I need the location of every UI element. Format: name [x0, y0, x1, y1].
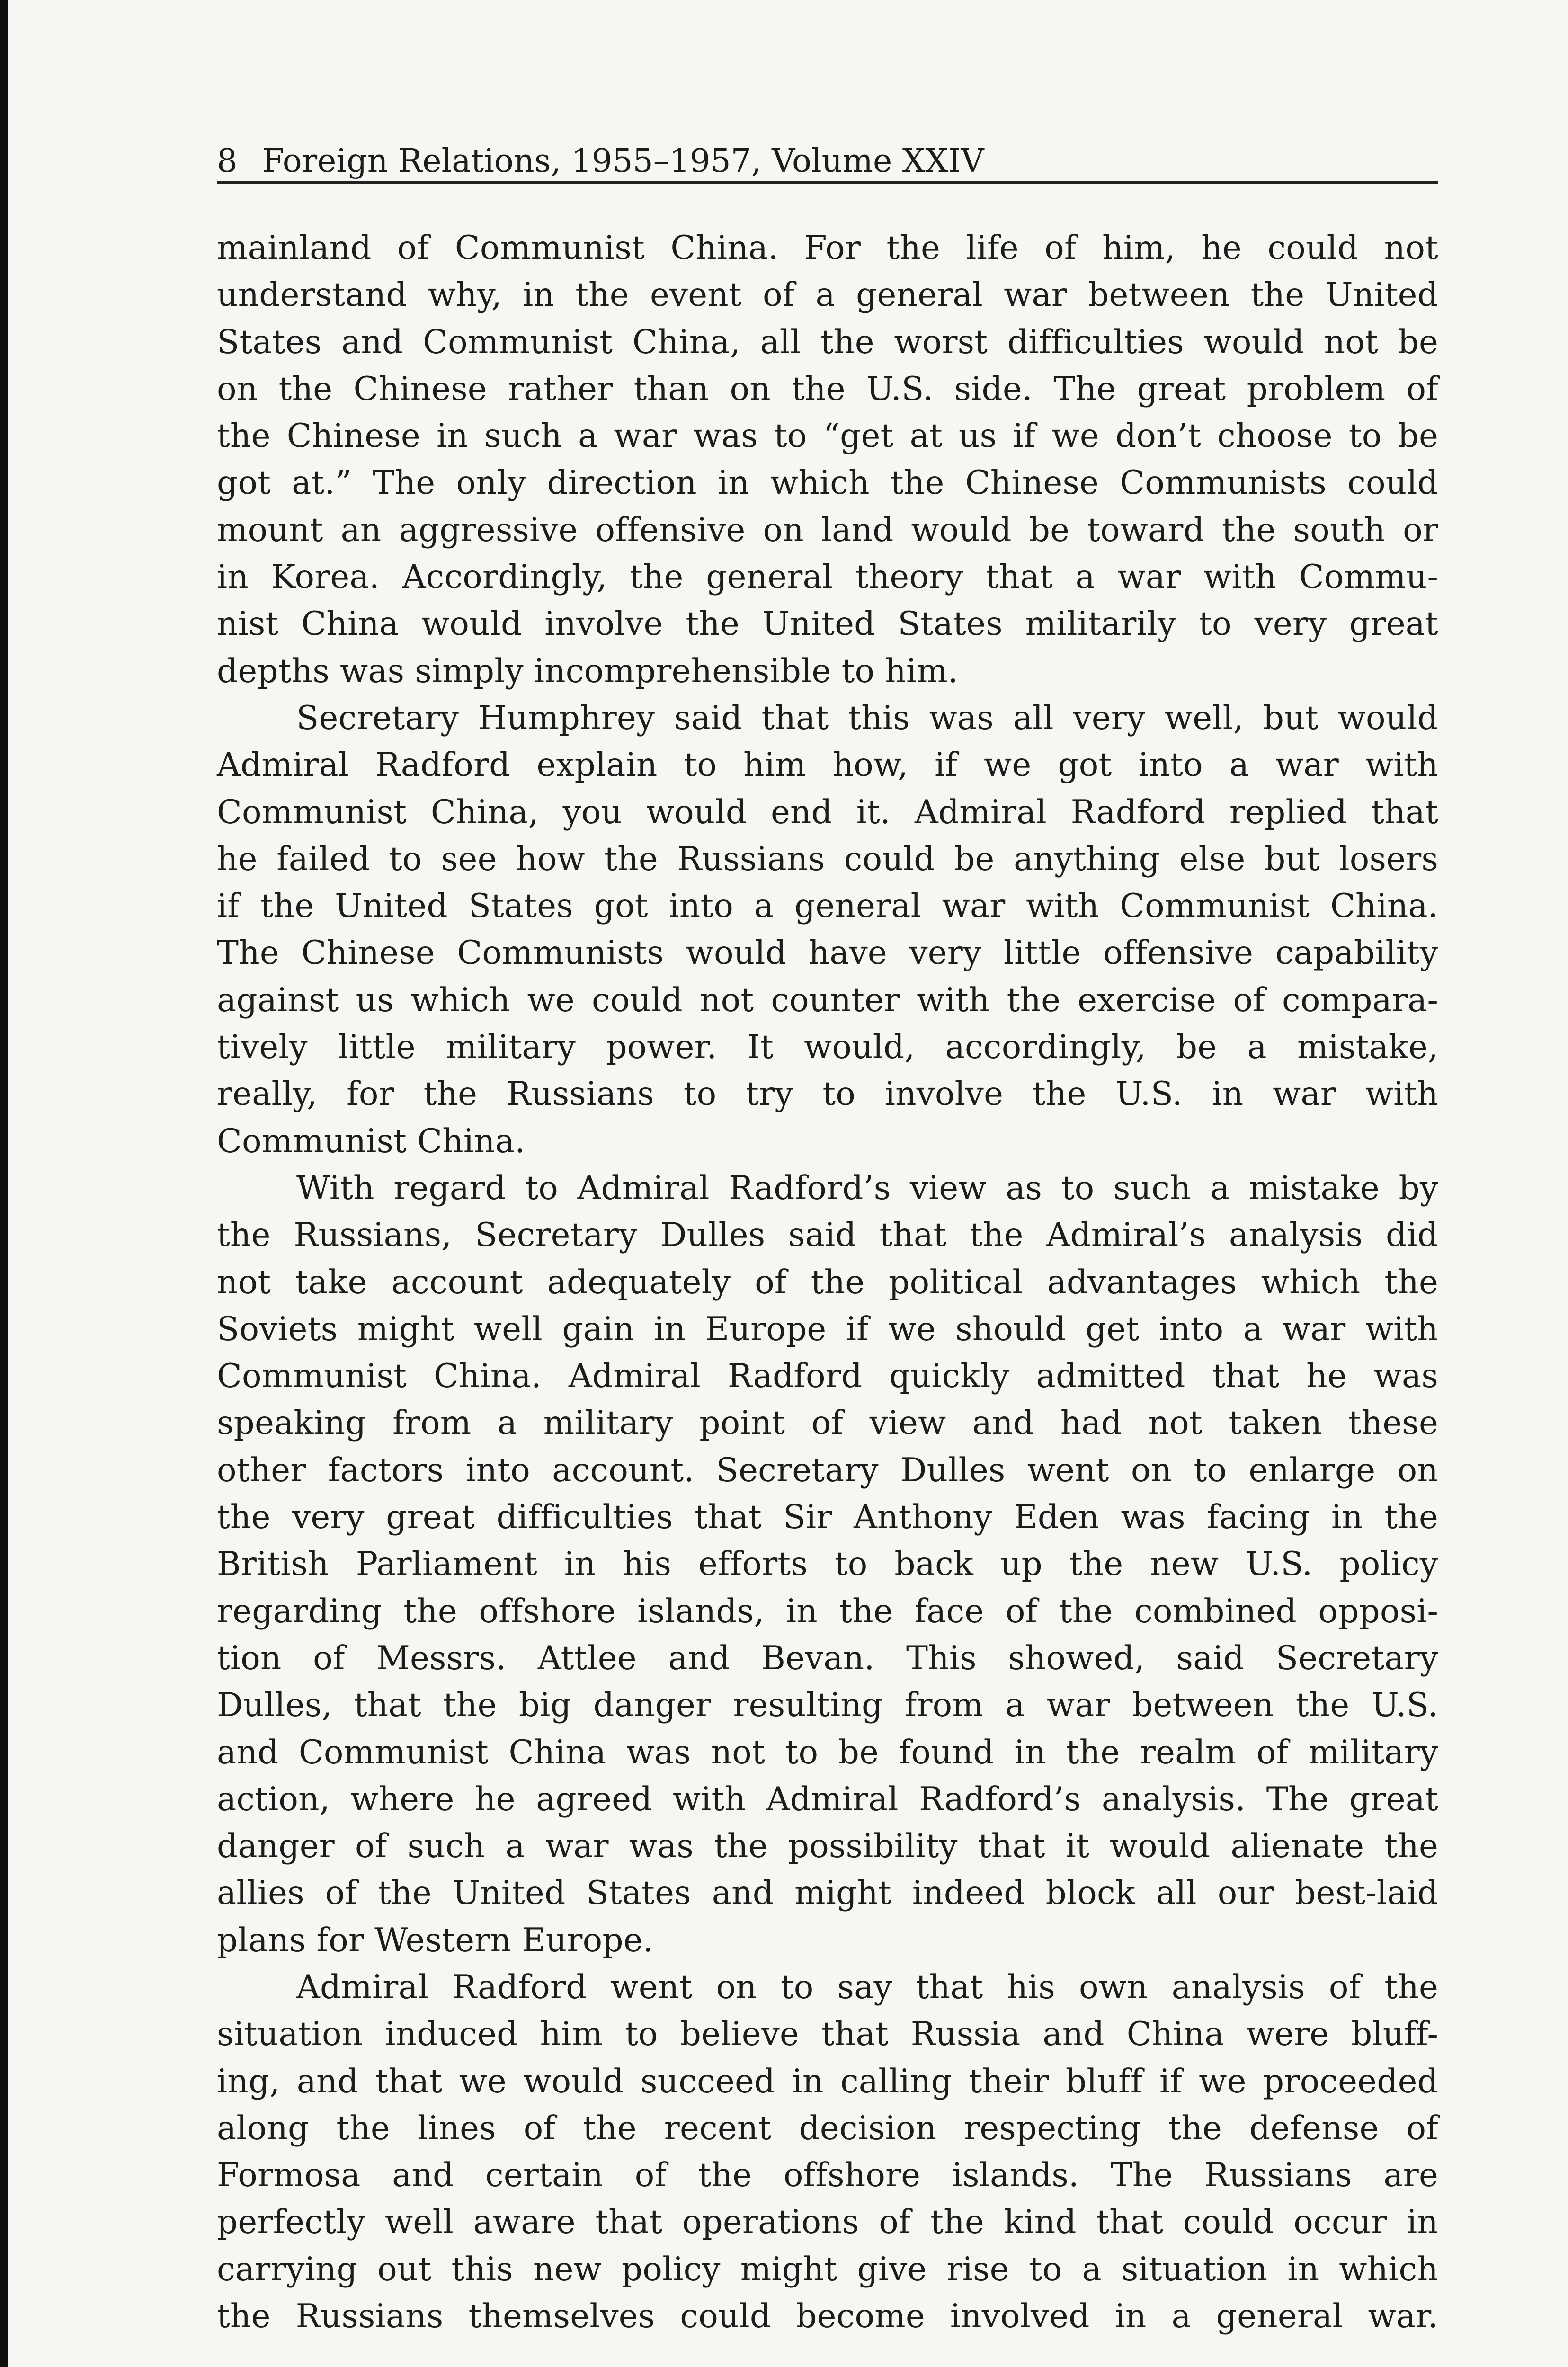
text-line: got at.” The only direction in which the Chinese Communists could: [217, 464, 1438, 502]
text-line: Admiral Radford went on to say that his own analysis of the: [296, 1968, 1438, 2006]
text-line: nist China would involve the United States militarily to very great: [217, 605, 1438, 643]
text-line: other factors into account. Secretary Dulles went on to enlarge on: [217, 1451, 1438, 1489]
text-line: plans for Western Europe.: [217, 1921, 653, 1959]
running-title: Foreign Relations, 1955–1957, Volume XXIV: [262, 142, 984, 180]
text-line: British Parliament in his efforts to back up the new U.S. policy: [217, 1545, 1438, 1584]
text-line: Communist China, you would end it. Admiral Radford replied that: [217, 793, 1438, 831]
text-line: if the United States got into a general war with Communist China.: [217, 887, 1438, 925]
text-line: the Russians themselves could become involved in a general war.: [217, 2297, 1438, 2336]
text-line: Soviets might well gain in Europe if we should get into a war with: [217, 1310, 1438, 1348]
paragraph-1: [217, 225, 1438, 695]
text-line: With regard to Admiral Radford’s view as to such a mistake by: [296, 1169, 1438, 1207]
text-line: Communist China.: [217, 1122, 526, 1160]
text-line: along the lines of the recent decision respecting the defense of: [217, 2109, 1438, 2147]
text-line: tively little military power. It would, accordingly, be a mistake,: [217, 1028, 1438, 1067]
text-line: carrying out this new policy might give rise to a situation in which: [217, 2250, 1438, 2288]
text-line: Secretary Humphrey said that this was all very well, but would: [296, 699, 1438, 737]
text-line: and Communist China was not to be found in the realm of military: [217, 1733, 1438, 1771]
text-line: Dulles, that the big danger resulting from a war between the U.S.: [217, 1686, 1438, 1725]
text-line: Formosa and certain of the offshore islands. The Russians are: [217, 2156, 1438, 2195]
text-line: the Russians, Secretary Dulles said that the Admiral’s analysis did: [217, 1216, 1438, 1255]
text-line: understand why, in the event of a general war between the United: [217, 276, 1438, 314]
text-line: in Korea. Accordingly, the general theory that a war with Commu-: [217, 558, 1438, 596]
text-line: mount an aggressive offensive on land would be toward the south or: [217, 511, 1438, 549]
text-line: not take account adequately of the political advantages which the: [217, 1263, 1438, 1301]
text-line: perfectly well aware that operations of the kind that could occur in: [217, 2203, 1438, 2242]
text-line: situation induced him to believe that Russia and China were bluff-: [217, 2015, 1438, 2054]
paragraph-4: [217, 1964, 1438, 2340]
text-line: the Chinese in such a war was to “get at us if we don’t choose to be: [217, 417, 1438, 455]
text-line: depths was simply incomprehensible to him.: [217, 652, 959, 690]
text-line: regarding the offshore islands, in the face of the combined opposi-: [217, 1592, 1438, 1630]
text-line: speaking from a military point of view and had not taken these: [217, 1404, 1438, 1442]
text-line: against us which we could not counter with the exercise of compara-: [217, 981, 1438, 1019]
text-line: States and Communist China, all the worst difficulties would not be: [217, 323, 1438, 361]
text-line: mainland of Communist China. For the life of him, he could not: [217, 229, 1438, 267]
text-line: he failed to see how the Russians could be anything else but losers: [217, 840, 1438, 878]
paragraph-3: [217, 1165, 1438, 1964]
page-number: 8: [217, 142, 238, 180]
text-line: Admiral Radford explain to him how, if we got into a war with: [217, 746, 1438, 784]
text-line: action, where he agreed with Admiral Radford’s analysis. The great: [217, 1780, 1438, 1818]
text-line: danger of such a war was the possibility that it would alienate the: [217, 1827, 1438, 1866]
running-head: [217, 138, 1438, 184]
text-line: ing, and that we would succeed in calling their bluff if we proceeded: [217, 2062, 1438, 2100]
paragraph-2: [217, 695, 1438, 1165]
text-line: Communist China. Admiral Radford quickly admitted that he was: [217, 1357, 1438, 1396]
text-line: tion of Messrs. Attlee and Bevan. This showed, said Secretary: [217, 1639, 1438, 1677]
text-line: the very great difficulties that Sir Anthony Eden was facing in the: [217, 1498, 1438, 1537]
text-line: on the Chinese rather than on the U.S. side. The great problem of: [217, 370, 1438, 408]
scan-page-edge: [0, 0, 8, 2367]
body-text: [217, 225, 1438, 2340]
text-line: really, for the Russians to try to involve the U.S. in war with: [217, 1075, 1438, 1113]
text-line: allies of the United States and might indeed block all our best-laid: [217, 1874, 1438, 1913]
text-line: The Chinese Communists would have very little offensive capability: [217, 934, 1438, 972]
